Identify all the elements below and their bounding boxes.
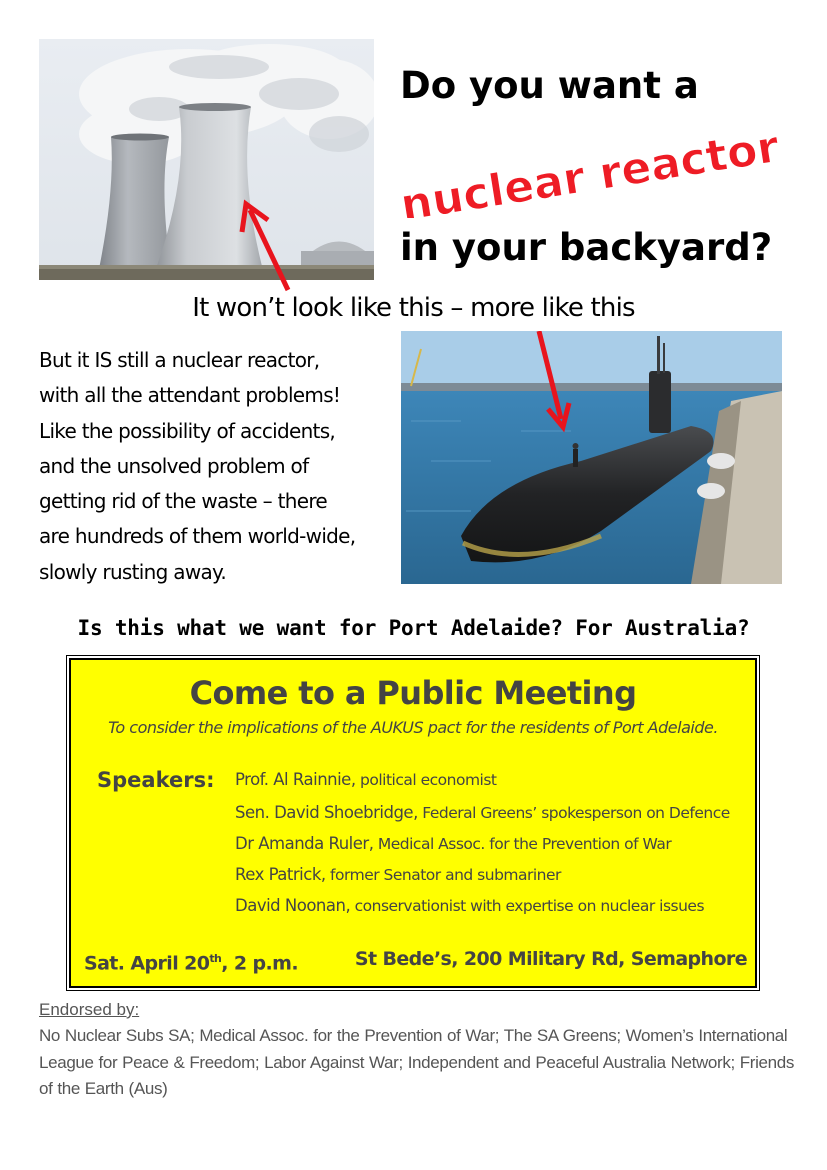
date-prefix: Sat. April 20: [84, 952, 210, 975]
question-heading: Is this what we want for Port Adelaide? For Australia?: [77, 616, 750, 640]
headline-nuclear-reactor: [388, 113, 788, 218]
headline-line-3: in your backyard?: [400, 226, 773, 269]
speaker-desc: conservationist with expertise on nuclear issues: [350, 897, 705, 915]
caption: [0, 290, 827, 326]
endorsed-label: Endorsed by:: [39, 1000, 140, 1019]
headline-line-1: Do you want a: [400, 64, 699, 107]
meeting-venue: St Bede’s, 200 Military Rd, Semaphore: [354, 948, 747, 970]
body-line: and the unsolved problem of: [39, 453, 309, 478]
endorsed-list: No Nuclear Subs SA; Medical Assoc. for the Prevention of War; The SA Greens; Women’s International League for Peace & Freedom; Labor Against War; Independent and Peaceful Australia Network; Friends of the Earth (Aus): [39, 1026, 794, 1098]
speaker-entry: [235, 862, 561, 888]
speaker-name: Sen. David Shoebridge,: [235, 803, 418, 822]
speaker-desc: Federal Greens’ spokesperson on Defence: [417, 804, 730, 822]
speaker-desc: Medical Assoc. for the Prevention of War: [373, 835, 672, 853]
body-line: with all the attendant problems!: [39, 383, 341, 408]
speaker-name: David Noonan,: [235, 896, 351, 915]
speaker-entry: [235, 893, 704, 919]
date-time: , 2 p.m.: [221, 952, 298, 975]
meeting-subtitle: To consider the implications of the AUKUS pact for the residents of Port Adelaide.: [108, 718, 718, 737]
body-line: slowly rusting away.: [39, 559, 226, 584]
body-text: [39, 343, 394, 590]
speaker-name: Prof. Al Rainnie,: [235, 770, 356, 789]
meeting-title: Come to a Public Meeting: [189, 674, 637, 712]
speaker-desc: political economist: [355, 771, 497, 789]
date-suffix-ordinal: th: [209, 952, 222, 965]
submarine-photo: [401, 331, 782, 584]
body-line: are hundreds of them world-wide,: [39, 524, 356, 549]
speakers-label: Speakers:: [97, 768, 215, 792]
body-line: getting rid of the waste – there: [39, 489, 328, 514]
caption-text: It won’t look like this – more like this: [192, 293, 635, 323]
speaker-entry: [235, 831, 671, 857]
body-line: Like the possibility of accidents,: [39, 418, 336, 443]
cooling-towers-photo: [39, 39, 374, 280]
headline-line-2: nuclear reactor: [397, 121, 782, 218]
speaker-entry: [235, 767, 497, 793]
speaker-name: Dr Amanda Ruler,: [235, 834, 374, 853]
meeting-date: [84, 945, 298, 977]
speaker-entry: [235, 800, 730, 826]
speaker-name: Rex Patrick,: [235, 865, 326, 884]
arrow-up-icon: [230, 190, 300, 300]
body-line: But it IS still a nuclear reactor,: [39, 348, 320, 372]
speaker-desc: former Senator and submariner: [325, 866, 561, 884]
public-meeting-box: [69, 658, 757, 988]
